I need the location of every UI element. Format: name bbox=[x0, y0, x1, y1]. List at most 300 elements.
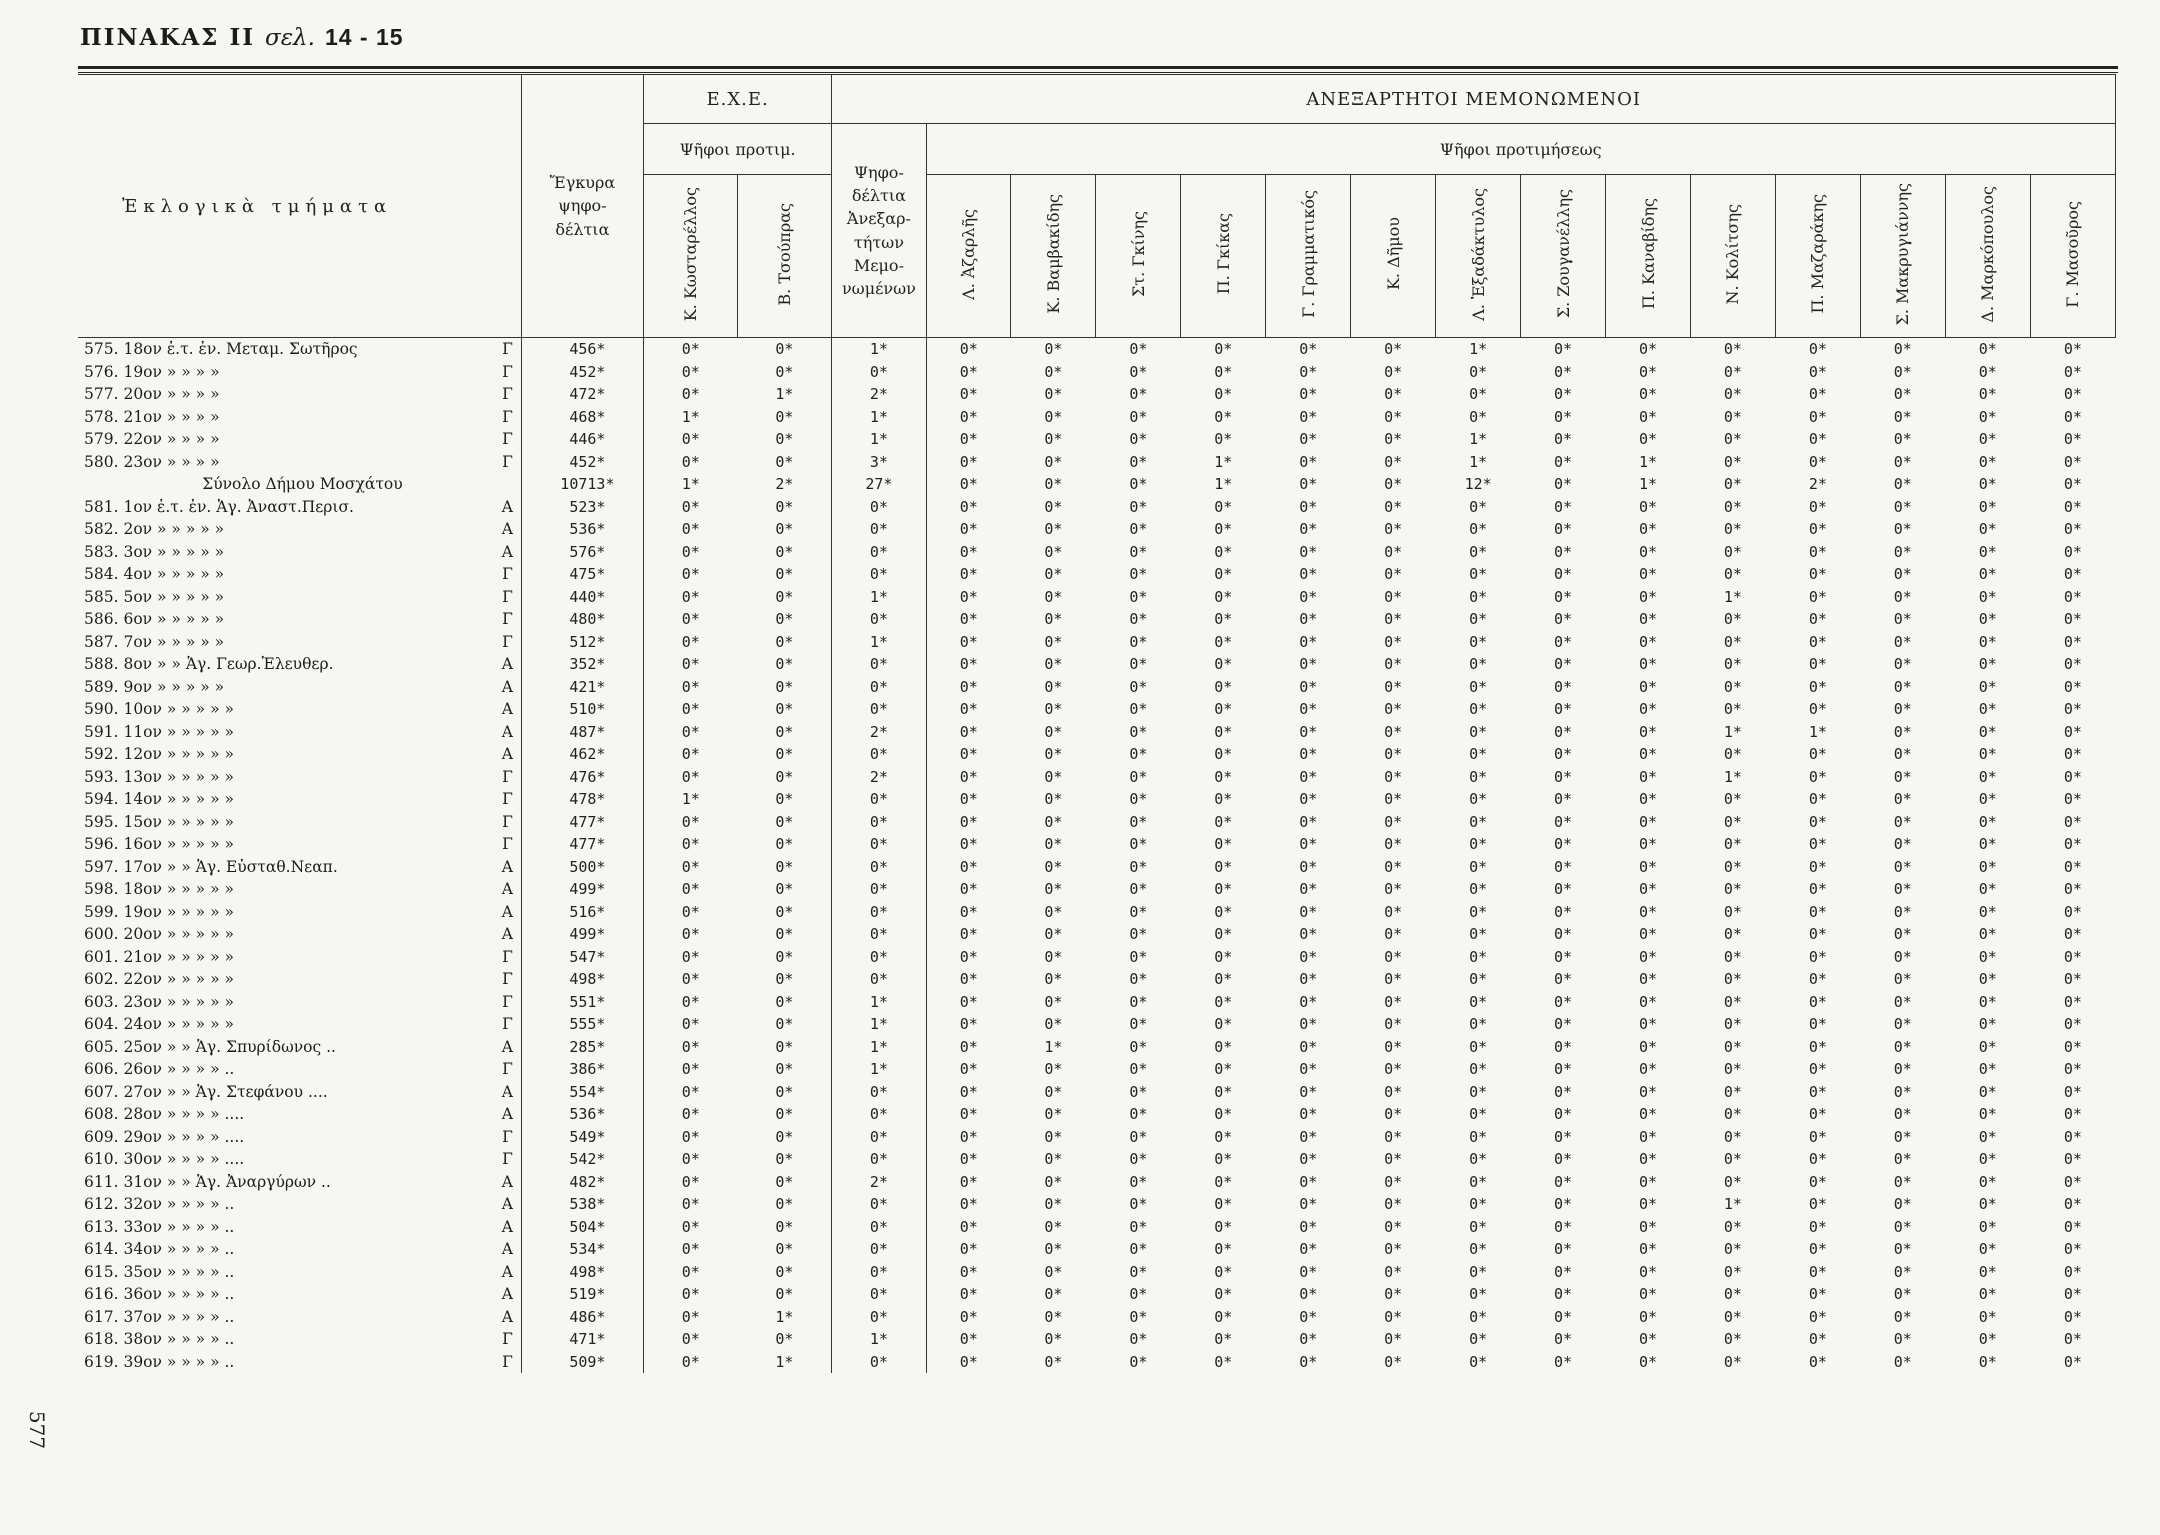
vote-cell: 0* bbox=[1638, 407, 1658, 426]
vote-cell: 0* bbox=[1893, 790, 1912, 809]
vote-cell: 0* bbox=[926, 361, 1011, 384]
vote-cell: 1* bbox=[832, 406, 926, 429]
vote-cell: 0* bbox=[1129, 1082, 1148, 1101]
vote-cell: 0* bbox=[1044, 452, 1063, 471]
vote-cell: 1* bbox=[643, 788, 737, 811]
vote-cell: 0* bbox=[775, 430, 794, 449]
vote-cell: 0* bbox=[1723, 745, 1742, 764]
vote-cell: 0* bbox=[1723, 1082, 1742, 1101]
vote-cell: 0* bbox=[2063, 700, 2082, 719]
vote-cell: 0* bbox=[1723, 677, 1742, 696]
vote-cell: 0* bbox=[1469, 1330, 1488, 1349]
vote-cell: 0* bbox=[1723, 902, 1742, 921]
vote-cell: 0* bbox=[1978, 1172, 1997, 1191]
vote-cell: 0* bbox=[1129, 970, 1148, 989]
vote-cell: 0* bbox=[1384, 362, 1403, 381]
station-label bbox=[78, 1013, 521, 1036]
vote-cell: 0* bbox=[643, 1081, 737, 1104]
station-label bbox=[78, 1261, 521, 1284]
table-row bbox=[78, 1103, 2116, 1126]
vote-cell: 0* bbox=[1554, 340, 1573, 359]
vote-cell: 0* bbox=[2063, 790, 2082, 809]
vote-cell: 0* bbox=[832, 361, 926, 384]
vote-cell: 0* bbox=[1893, 947, 1912, 966]
table-row bbox=[78, 856, 2116, 879]
station-label bbox=[78, 496, 521, 519]
valid-ballots-cell: 477* bbox=[521, 811, 643, 834]
vote-cell: 0* bbox=[1554, 677, 1573, 696]
vote-cell: 0* bbox=[1723, 1015, 1742, 1034]
vote-cell: 1* bbox=[832, 631, 926, 654]
vote-cell: 0* bbox=[1384, 452, 1403, 471]
vote-cell: 0* bbox=[1469, 835, 1488, 854]
vote-cell: 0* bbox=[1044, 1217, 1063, 1236]
vote-cell: 0* bbox=[1808, 1172, 1827, 1191]
vote-cell: 1* bbox=[775, 1307, 794, 1326]
vote-cell: 0* bbox=[1723, 655, 1742, 674]
vote-cell: 0* bbox=[1469, 1285, 1488, 1304]
station-number: 578. bbox=[84, 407, 124, 426]
station-name: 27ον » » Ἁγ. Στεφάνου .... bbox=[123, 1082, 328, 1101]
station-district: Α bbox=[501, 1105, 513, 1124]
station-label bbox=[78, 878, 521, 901]
candidate-name: Λ. Ἐξαδάκτυλος bbox=[1468, 187, 1488, 321]
vote-cell: 0* bbox=[1384, 835, 1403, 854]
vote-cell: 0* bbox=[1723, 542, 1742, 561]
vote-cell: 0* bbox=[643, 541, 737, 564]
vote-cell: 0* bbox=[643, 608, 737, 631]
header-valid-lines bbox=[522, 171, 643, 241]
vote-cell: 0* bbox=[2063, 1127, 2082, 1146]
vote-cell: 0* bbox=[1638, 542, 1658, 561]
station-number: 583. bbox=[84, 542, 124, 561]
station-name: 19ον » » » » bbox=[123, 362, 220, 381]
vote-cell: 0* bbox=[832, 1081, 926, 1104]
vote-cell: 1* bbox=[1469, 452, 1488, 471]
valid-ballots-cell: 538* bbox=[521, 1193, 643, 1216]
vote-cell: 0* bbox=[1469, 722, 1488, 741]
table-row bbox=[78, 676, 2116, 699]
vote-cell: 0* bbox=[1723, 790, 1742, 809]
vote-cell: 0* bbox=[2063, 497, 2082, 516]
station-name: 18ον ἐ.τ. ἐν. Μεταμ. Σωτῆρος bbox=[123, 340, 358, 359]
station-label bbox=[78, 856, 521, 879]
vote-cell: 0* bbox=[643, 631, 737, 654]
station-number: 576. bbox=[84, 362, 124, 381]
station-district: Γ bbox=[502, 812, 513, 831]
station-label bbox=[78, 1171, 521, 1194]
vote-cell: 0* bbox=[1554, 1330, 1573, 1349]
vote-cell: 1* bbox=[643, 473, 737, 496]
vote-cell: 0* bbox=[1299, 1082, 1318, 1101]
vote-cell: 0* bbox=[1554, 1060, 1573, 1079]
vote-cell: 0* bbox=[1808, 1285, 1827, 1304]
header-candidate bbox=[1266, 175, 1351, 338]
vote-cell: 0* bbox=[1808, 1105, 1827, 1124]
vote-cell: 0* bbox=[1299, 677, 1318, 696]
vote-cell: 0* bbox=[775, 1172, 794, 1191]
table-row bbox=[78, 968, 2116, 991]
vote-cell: 0* bbox=[775, 947, 794, 966]
station-number: 594. bbox=[84, 790, 124, 809]
vote-cell: 0* bbox=[1554, 790, 1573, 809]
vote-cell: 0* bbox=[1554, 1352, 1573, 1371]
vote-cell: 0* bbox=[926, 676, 1011, 699]
station-label bbox=[78, 338, 521, 361]
vote-cell: 0* bbox=[1214, 1060, 1233, 1079]
station-number: 590. bbox=[84, 700, 124, 719]
vote-cell: 0* bbox=[1044, 970, 1063, 989]
vote-cell: 0* bbox=[1638, 1195, 1658, 1214]
vote-cell: 0* bbox=[1893, 655, 1912, 674]
header-eke-group: Ε.Χ.Ε. bbox=[643, 75, 831, 124]
valid-ballots-cell: 486* bbox=[521, 1306, 643, 1329]
station-district: Α bbox=[501, 880, 513, 899]
candidate-name: Π. Καναβίδης bbox=[1638, 198, 1658, 310]
vote-cell: 0* bbox=[775, 362, 794, 381]
vote-cell: 0* bbox=[775, 1105, 794, 1124]
station-label bbox=[78, 721, 521, 744]
vote-cell: 0* bbox=[1808, 542, 1827, 561]
vote-cell: 0* bbox=[1638, 1150, 1658, 1169]
vote-cell: 0* bbox=[2063, 767, 2082, 786]
vote-cell: 0* bbox=[1638, 857, 1658, 876]
station-label bbox=[78, 1216, 521, 1239]
vote-cell: 0* bbox=[1978, 655, 1997, 674]
station-label bbox=[78, 428, 521, 451]
vote-cell: 0* bbox=[1044, 1172, 1063, 1191]
vote-cell: 2* bbox=[832, 721, 926, 744]
valid-ballots-cell: 547* bbox=[521, 946, 643, 969]
vote-cell: 0* bbox=[1214, 1127, 1233, 1146]
vote-cell: 1* bbox=[832, 1328, 926, 1351]
vote-cell: 0* bbox=[775, 925, 794, 944]
vote-cell: 0* bbox=[926, 1216, 1011, 1239]
table-row bbox=[78, 518, 2116, 541]
vote-cell: 0* bbox=[1808, 1037, 1827, 1056]
top-rule bbox=[78, 66, 2118, 69]
vote-cell: 0* bbox=[832, 788, 926, 811]
vote-cell: 0* bbox=[1978, 340, 1997, 359]
header-independent-ballots-line: Μεμο- bbox=[853, 255, 904, 275]
vote-cell: 0* bbox=[1638, 655, 1658, 674]
vote-cell: 0* bbox=[775, 407, 794, 426]
vote-cell: 0* bbox=[775, 1285, 794, 1304]
station-district: Γ bbox=[502, 385, 513, 404]
station-label bbox=[78, 1328, 521, 1351]
station-district: Γ bbox=[502, 970, 513, 989]
station-label bbox=[78, 361, 521, 384]
valid-ballots-cell: 440* bbox=[521, 586, 643, 609]
vote-cell: 0* bbox=[775, 587, 794, 606]
table-row bbox=[78, 991, 2116, 1014]
vote-cell: 0* bbox=[1808, 1127, 1827, 1146]
vote-cell: 0* bbox=[643, 451, 737, 474]
station-label bbox=[78, 406, 521, 429]
vote-cell: 0* bbox=[1978, 1330, 1997, 1349]
vote-cell: 0* bbox=[1554, 745, 1573, 764]
vote-cell: 0* bbox=[775, 1037, 794, 1056]
vote-cell: 0* bbox=[1638, 1352, 1658, 1371]
vote-cell: 0* bbox=[926, 811, 1011, 834]
station-label bbox=[78, 1058, 521, 1081]
vote-cell: 0* bbox=[1469, 1262, 1488, 1281]
station-number: 616. bbox=[84, 1285, 124, 1304]
vote-cell: 0* bbox=[643, 1126, 737, 1149]
vote-cell: 0* bbox=[926, 631, 1011, 654]
vote-cell: 0* bbox=[1469, 520, 1488, 539]
vote-cell: 0* bbox=[926, 1013, 1011, 1036]
vote-cell: 0* bbox=[643, 1306, 737, 1329]
vote-cell: 0* bbox=[2063, 1082, 2082, 1101]
vote-cell: 0* bbox=[1978, 385, 1997, 404]
vote-cell: 0* bbox=[1723, 362, 1742, 381]
vote-cell: 0* bbox=[1978, 1060, 1997, 1079]
header-candidate bbox=[1096, 175, 1181, 338]
vote-cell: 0* bbox=[832, 923, 926, 946]
vote-cell: 0* bbox=[1554, 475, 1573, 494]
vote-cell: 0* bbox=[2063, 610, 2082, 629]
vote-cell: 0* bbox=[1214, 655, 1233, 674]
vote-cell: 0* bbox=[1554, 835, 1573, 854]
header-independent-ballots-lines bbox=[832, 161, 925, 300]
vote-cell: 0* bbox=[1044, 632, 1063, 651]
table-row bbox=[78, 1351, 2116, 1374]
vote-cell: 0* bbox=[1723, 1285, 1742, 1304]
vote-cell: 0* bbox=[1384, 497, 1403, 516]
valid-ballots-cell: 498* bbox=[521, 1261, 643, 1284]
table-row bbox=[78, 608, 2116, 631]
vote-cell: 0* bbox=[1978, 565, 1997, 584]
station-district: Γ bbox=[502, 362, 513, 381]
vote-cell: 0* bbox=[643, 496, 737, 519]
vote-cell: 0* bbox=[1638, 880, 1658, 899]
vote-cell: 0* bbox=[1469, 677, 1488, 696]
vote-cell: 0* bbox=[1893, 497, 1912, 516]
vote-cell: 0* bbox=[1469, 902, 1488, 921]
vote-cell: 0* bbox=[1384, 745, 1403, 764]
station-district: Γ bbox=[502, 587, 513, 606]
vote-cell: 0* bbox=[1893, 1060, 1912, 1079]
vote-cell: 0* bbox=[1723, 1240, 1742, 1259]
vote-cell: 0* bbox=[643, 743, 737, 766]
valid-ballots-cell: 554* bbox=[521, 1081, 643, 1104]
vote-cell: 0* bbox=[1638, 947, 1658, 966]
vote-cell: 0* bbox=[1723, 1150, 1742, 1169]
vote-cell: 0* bbox=[1978, 610, 1997, 629]
vote-cell: 0* bbox=[1214, 587, 1233, 606]
vote-cell: 0* bbox=[1808, 970, 1827, 989]
vote-cell: 0* bbox=[1384, 1172, 1403, 1191]
vote-cell: 0* bbox=[1469, 565, 1488, 584]
vote-cell: 0* bbox=[1893, 1127, 1912, 1146]
vote-cell: 2* bbox=[832, 1171, 926, 1194]
candidate-name: Σ. Μακρυγιάννης bbox=[1893, 182, 1913, 326]
table-row bbox=[78, 811, 2116, 834]
table-row bbox=[78, 1036, 2116, 1059]
vote-cell: 0* bbox=[926, 451, 1011, 474]
table-row bbox=[78, 496, 2116, 519]
station-label bbox=[78, 653, 521, 676]
vote-cell: 0* bbox=[1129, 407, 1148, 426]
valid-ballots-cell: 498* bbox=[521, 968, 643, 991]
station-district: Α bbox=[501, 1262, 513, 1281]
vote-cell: 0* bbox=[1554, 1240, 1573, 1259]
station-name: 24ον » » » » » bbox=[123, 1015, 234, 1034]
vote-cell: 0* bbox=[2063, 340, 2082, 359]
vote-cell: 0* bbox=[832, 698, 926, 721]
vote-cell: 0* bbox=[1554, 1150, 1573, 1169]
table-row bbox=[78, 586, 2116, 609]
table-row bbox=[78, 721, 2116, 744]
vote-cell: 0* bbox=[1129, 857, 1148, 876]
station-name: 26ον » » » » .. bbox=[123, 1060, 235, 1079]
vote-cell: 0* bbox=[1299, 520, 1318, 539]
vote-cell: 0* bbox=[926, 991, 1011, 1014]
header-valid-ballots bbox=[521, 75, 643, 338]
vote-cell: 12* bbox=[1464, 475, 1492, 494]
vote-cell: 0* bbox=[1214, 947, 1233, 966]
station-name: 38ον » » » » .. bbox=[123, 1330, 235, 1349]
candidate-name: Γ. Γραμματικός bbox=[1298, 190, 1318, 318]
vote-cell: 0* bbox=[1299, 475, 1318, 494]
station-number: 588. bbox=[84, 655, 124, 674]
vote-cell: 0* bbox=[1893, 857, 1912, 876]
valid-ballots-cell: 523* bbox=[521, 496, 643, 519]
vote-cell: 0* bbox=[1893, 700, 1912, 719]
vote-cell: 0* bbox=[1214, 385, 1233, 404]
station-name: 1ον ἐ.τ. ἐν. Ἁγ. Ἀναστ.Περισ. bbox=[123, 497, 354, 516]
station-name: 23ον » » » » bbox=[123, 452, 220, 471]
vote-cell: 0* bbox=[1384, 542, 1403, 561]
vote-cell: 0* bbox=[1808, 677, 1827, 696]
vote-cell: 0* bbox=[1554, 925, 1573, 944]
vote-cell: 0* bbox=[1299, 655, 1318, 674]
valid-ballots-cell: 576* bbox=[521, 541, 643, 564]
vote-cell: 0* bbox=[1384, 1037, 1403, 1056]
vote-cell: 0* bbox=[1978, 407, 1997, 426]
vote-cell: 0* bbox=[1723, 385, 1742, 404]
vote-cell: 0* bbox=[1808, 1352, 1827, 1371]
vote-cell: 0* bbox=[1893, 385, 1912, 404]
header-polling-stations: Ἐκλογικὰ τμήματα bbox=[78, 75, 521, 338]
vote-cell: 0* bbox=[1129, 745, 1148, 764]
vote-cell: 0* bbox=[1808, 520, 1827, 539]
vote-cell: 0* bbox=[1044, 1330, 1063, 1349]
vote-cell: 0* bbox=[1299, 407, 1318, 426]
vote-cell: 0* bbox=[926, 766, 1011, 789]
vote-cell: 0* bbox=[1978, 497, 1997, 516]
station-number: 602. bbox=[84, 970, 124, 989]
vote-cell: 0* bbox=[643, 1351, 737, 1374]
vote-cell: 0* bbox=[1978, 745, 1997, 764]
vote-cell: 0* bbox=[1638, 1015, 1658, 1034]
vote-cell: 0* bbox=[1893, 767, 1912, 786]
vote-cell: 0* bbox=[1299, 745, 1318, 764]
vote-cell: 0* bbox=[1129, 1240, 1148, 1259]
vote-cell: 0* bbox=[775, 767, 794, 786]
vote-cell: 0* bbox=[1129, 700, 1148, 719]
vote-cell: 0* bbox=[1554, 1015, 1573, 1034]
table-row bbox=[78, 541, 2116, 564]
vote-cell: 0* bbox=[1129, 1105, 1148, 1124]
vote-cell: 0* bbox=[1214, 497, 1233, 516]
vote-cell: 0* bbox=[1638, 812, 1658, 831]
vote-cell: 0* bbox=[1214, 362, 1233, 381]
vote-cell: 0* bbox=[1554, 1217, 1573, 1236]
station-number: 618. bbox=[84, 1330, 124, 1349]
vote-cell: 0* bbox=[775, 610, 794, 629]
table-row bbox=[78, 1238, 2116, 1261]
vote-cell: 0* bbox=[926, 946, 1011, 969]
vote-cell: 0* bbox=[1469, 542, 1488, 561]
vote-cell: 0* bbox=[1299, 1172, 1318, 1191]
vote-cell: 0* bbox=[1299, 1330, 1318, 1349]
station-label bbox=[78, 473, 521, 496]
vote-cell: 0* bbox=[926, 608, 1011, 631]
vote-cell: 0* bbox=[1554, 655, 1573, 674]
page-title-pages: 14 - 15 bbox=[324, 24, 404, 50]
vote-cell: 0* bbox=[1299, 452, 1318, 471]
station-number: 598. bbox=[84, 880, 124, 899]
vote-cell: 1* bbox=[1214, 452, 1233, 471]
vote-cell: 0* bbox=[1044, 745, 1063, 764]
vote-cell: 0* bbox=[643, 968, 737, 991]
vote-cell: 0* bbox=[1129, 1262, 1148, 1281]
vote-cell: 0* bbox=[1129, 632, 1148, 651]
station-name: 7ον » » » » » bbox=[123, 632, 225, 651]
table-row bbox=[78, 563, 2116, 586]
station-number: 619. bbox=[84, 1352, 124, 1371]
vote-cell: 0* bbox=[775, 340, 794, 359]
vote-cell: 0* bbox=[1723, 925, 1742, 944]
vote-cell: 0* bbox=[1044, 407, 1063, 426]
vote-cell: 0* bbox=[1638, 362, 1658, 381]
station-district: Γ bbox=[502, 610, 513, 629]
vote-cell: 0* bbox=[2063, 452, 2082, 471]
station-label bbox=[78, 923, 521, 946]
candidate-name: Λ. Ἀζαρλῆς bbox=[959, 208, 978, 300]
vote-cell: 0* bbox=[926, 1148, 1011, 1171]
vote-cell: 1* bbox=[643, 406, 737, 429]
vote-cell: 0* bbox=[1638, 1172, 1658, 1191]
vote-cell: 0* bbox=[1554, 362, 1573, 381]
valid-ballots-cell: 555* bbox=[521, 1013, 643, 1036]
vote-cell: 0* bbox=[1214, 925, 1233, 944]
station-name: 9ον » » » » » bbox=[123, 677, 225, 696]
station-district: Γ bbox=[502, 1150, 513, 1169]
vote-cell: 0* bbox=[1384, 565, 1403, 584]
candidate-name: Κ. Δῆμου bbox=[1383, 217, 1403, 291]
vote-cell: 0* bbox=[1384, 812, 1403, 831]
vote-cell: 0* bbox=[1129, 790, 1148, 809]
vote-cell: 0* bbox=[1299, 362, 1318, 381]
vote-cell: 0* bbox=[1384, 632, 1403, 651]
vote-cell: 0* bbox=[1384, 1150, 1403, 1169]
vote-cell: 0* bbox=[1299, 947, 1318, 966]
vote-cell: 0* bbox=[643, 946, 737, 969]
vote-cell: 0* bbox=[1384, 1307, 1403, 1326]
table-header bbox=[78, 75, 2116, 338]
vote-cell: 0* bbox=[1808, 632, 1827, 651]
vote-cell: 0* bbox=[926, 428, 1011, 451]
vote-cell: 0* bbox=[1384, 992, 1403, 1011]
vote-cell: 0* bbox=[1469, 790, 1488, 809]
vote-cell: 3* bbox=[832, 451, 926, 474]
vote-cell: 0* bbox=[643, 1036, 737, 1059]
vote-cell: 0* bbox=[1044, 430, 1063, 449]
vote-cell: 0* bbox=[643, 1171, 737, 1194]
